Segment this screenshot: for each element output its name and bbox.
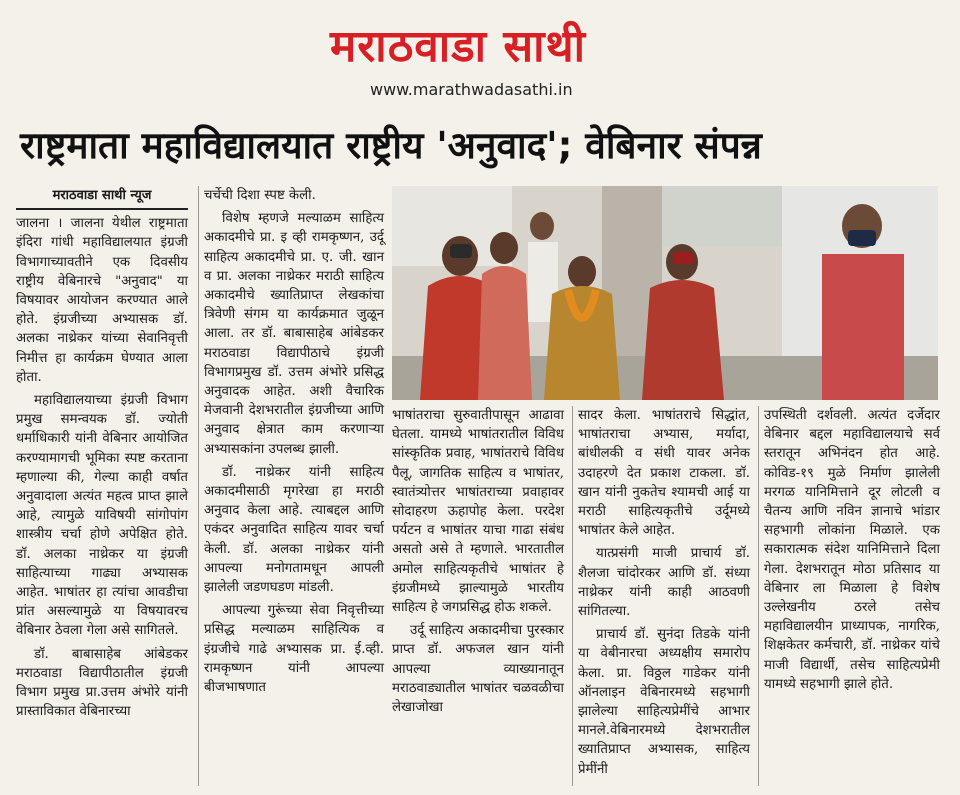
article-headline: राष्ट्रमाता महाविद्यालयात राष्ट्रीय 'अनुवाद'; वेबिनार संपन्न	[20, 124, 762, 167]
paragraph: प्राचार्य डॉ. सुनंदा तिडके यांनी या वेबीनारचा अध्यक्षीय समारोप केला. प्रा. विठ्ठल गाडेकर यांनी ऑनलाइन वेबिनारमध्ये सहभागी झालेल्या साहित्यप्रेमींचे आभार मानले.वेबिनारमध्ये देशभरातील ख्यातिप्राप्त अभ्यासक, साहित्य प्रेमींनी	[578, 627, 750, 777]
byline: मराठवाडा साथी न्यूज	[16, 186, 188, 210]
paragraph: विशेष म्हणजे मल्याळम साहित्य अकादमीचे प्रा. इ व्ही रामकृष्णन, उर्दू साहित्य अकादमीचे प्रा. ए. जी. खान व प्रा. अलका नाथ्रेकर मराठी साहित्य अकादमीचे ख्यातिप्राप्त लेखकांचा त्रिवेणी संगम या कार्यक्रमात जुळून आला. तर डॉ. बाबासाहेब आंबेडकर मराठवाडा विद्यापीठाचे इंग्रजी विभागप्रमुख डॉ. उत्तम अंभोरे प्रसिद्ध अनुवादक आहेत. अशी वैचारिक मेजवानी देशभरातील इंग्रजीच्या आणि अनुवाद क्षेत्रात काम करणाऱ्या अभ्यासकांना उपलब्ध झाली.	[204, 211, 384, 457]
paragraph: भाषांतराचा सुरुवातीपासून आढावा घेतला. यामध्ये भाषांतरातील विविध सांस्कृतिक प्रवाह, भाषांतराचे विविध पैलू, जागतिक साहित्य व भाषांतर, स्वातंत्र्योत्तर भाषांतराच्या प्रवाहावर सोदाहरण ऊहापोह केला. परदेश पर्यटन व भाषांतर याचा गाढा संबंध असतो असे ते म्हणाले. भारतातील अमोल साहित्यकृतीचे भाषांतर हे इंग्रजीमध्ये झाल्यामुळे भारतीय साहित्य हे जगप्रसिद्ध होऊ शकले.	[392, 408, 564, 616]
website-url[interactable]: www.marathwadasathi.in	[370, 80, 573, 99]
column-rule	[198, 186, 199, 786]
article-column-5	[764, 406, 940, 698]
article-column-2	[204, 186, 384, 701]
paragraph: जालना । जालना येथील राष्ट्रमाता इंदिरा गांधी महाविद्यालयात इंग्रजी विभागाच्यावतीने एक दिवसीय राष्ट्रीय वेबिनारचे "अनुवाद" या विषयावर आयोजन करण्यात आले होते. इंग्रजीच्या अभ्यासक डॉ. अलका नाथ्रेकर यांच्या सेवानिवृत्ती निमीत्त हा कार्यक्रम घेण्यात आला होता.	[16, 216, 188, 385]
paragraph: सादर केला. भाषांतराचे सिद्धांत, भाषांतराचा अभ्यास, मर्यादा, बांधीलकी व संधी यावर अनेक उदाहरणे देत प्रकाश टाकला. डॉ. खान यांनी नुकतेच श्यामची आई या मराठी साहित्यकृतीचे उर्दूमध्ये भाषांतर केले आहेत.	[578, 408, 750, 539]
newspaper-logo: मराठवाडा साथी	[330, 21, 587, 72]
paragraph: डॉ. नाथ्रेकर यांनी साहित्य अकादमीसाठी मृगरेखा हा मराठी अनुवाद केला आहे. त्याबद्दल आणि एकंदर अनुवादित साहित्य यावर चर्चा केली. डॉ. अलका नाथ्रेकर यांनी आपल्या मनोगतामधून आपली झालेली जडणघडण मांडली.	[204, 464, 384, 596]
event-photo	[392, 186, 938, 400]
paragraph: आपल्या गुरूंच्या सेवा निवृत्तीच्या प्रसिद्ध मल्याळम साहित्यिक व इंग्रजीचे गाढे अभ्यासक प्रा. ई.व्ही. रामकृष्णन यांनी आपल्या बीजभाषणात	[204, 603, 384, 696]
paragraph: महाविद्यालयाच्या इंग्रजी विभाग प्रमुख समन्वयक डॉ. ज्योती धर्माधिकारी यांनी वेबिनार आयोजित करण्यामागची भूमिका स्पष्ट करताना म्हणाल्या की, गेल्या काही वर्षात अनुवादाला अत्यंत महत्व प्राप्त झाले आहे, त्यामुळे याविषयी सांगोपांग शास्त्रीय चर्चा होणे अपेक्षित होते. डॉ. अलका नाथ्रेकर या इंग्रजी साहित्याच्या गाढ्या अभ्यासक आहेत. भाषांतर हा त्यांचा आवडीचा प्रांत असल्यामुळे या विषयावरच वेबिनार ठेवला गेला असे सागितले.	[16, 393, 188, 639]
felicitation-photo-illustration	[392, 186, 938, 400]
paragraph: चर्चेची दिशा स्पष्ट केली.	[204, 188, 316, 203]
column-rule	[758, 406, 759, 786]
paragraph: डॉ. बाबासाहेब आंबेडकर मराठवाडा विद्यापीठातील इंग्रजी विभाग प्रमुख प्रा.उत्तम अंभोरे यांनी प्रास्ताविकात वेबिनारच्या	[16, 646, 188, 720]
paragraph: यात्प्रसंगी माजी प्राचार्य डॉ. शैलजा चांदोरकर आणि डॉ. संध्या नाथ्रेकर यांनी काही आठवणी सांगितल्या.	[578, 546, 750, 620]
masthead	[0, 0, 960, 110]
paragraph: उर्दू साहित्य अकादमीचा पुरस्कार प्राप्त डॉ. अफजल खान यांनी आपल्या व्याख्यानातून मराठवाड्यातील भाषांतर चळवळीचा लेखाजोखा	[392, 623, 564, 716]
article-column-4	[578, 406, 750, 783]
article-column-1	[16, 186, 188, 725]
column-rule	[572, 406, 573, 786]
paragraph: उपस्थिती दर्शवली. अत्यंत दर्जेदार वेबिनार बद्दल महाविद्यालयाचे सर्व स्तरातून अभिनंदन होत आहे. कोविड-१९ मुळे निर्माण झालेली मरगळ यानिमित्ताने दूर लोटली व चैतन्य आणि नविन ज्ञानाचे भांडार सहभागी लोकांना मिळाले. एक सकारात्मक संदेश यानिमित्ताने दिला गेला. देशभरातून मोठा प्रतिसाद या वेबिनार ला मिळाला हे विशेष उल्लेखनीय ठरले तसेच महाविद्यालयीन प्राध्यापक, नागरिक, शिक्षकेतर कर्मचारी, डॉ. नाथ्रेकर यांचे माजी विद्यार्थी, तसेच साहित्यप्रेमी यामध्ये सहभागी झाले होते.	[764, 408, 940, 692]
article-column-3	[392, 406, 564, 721]
